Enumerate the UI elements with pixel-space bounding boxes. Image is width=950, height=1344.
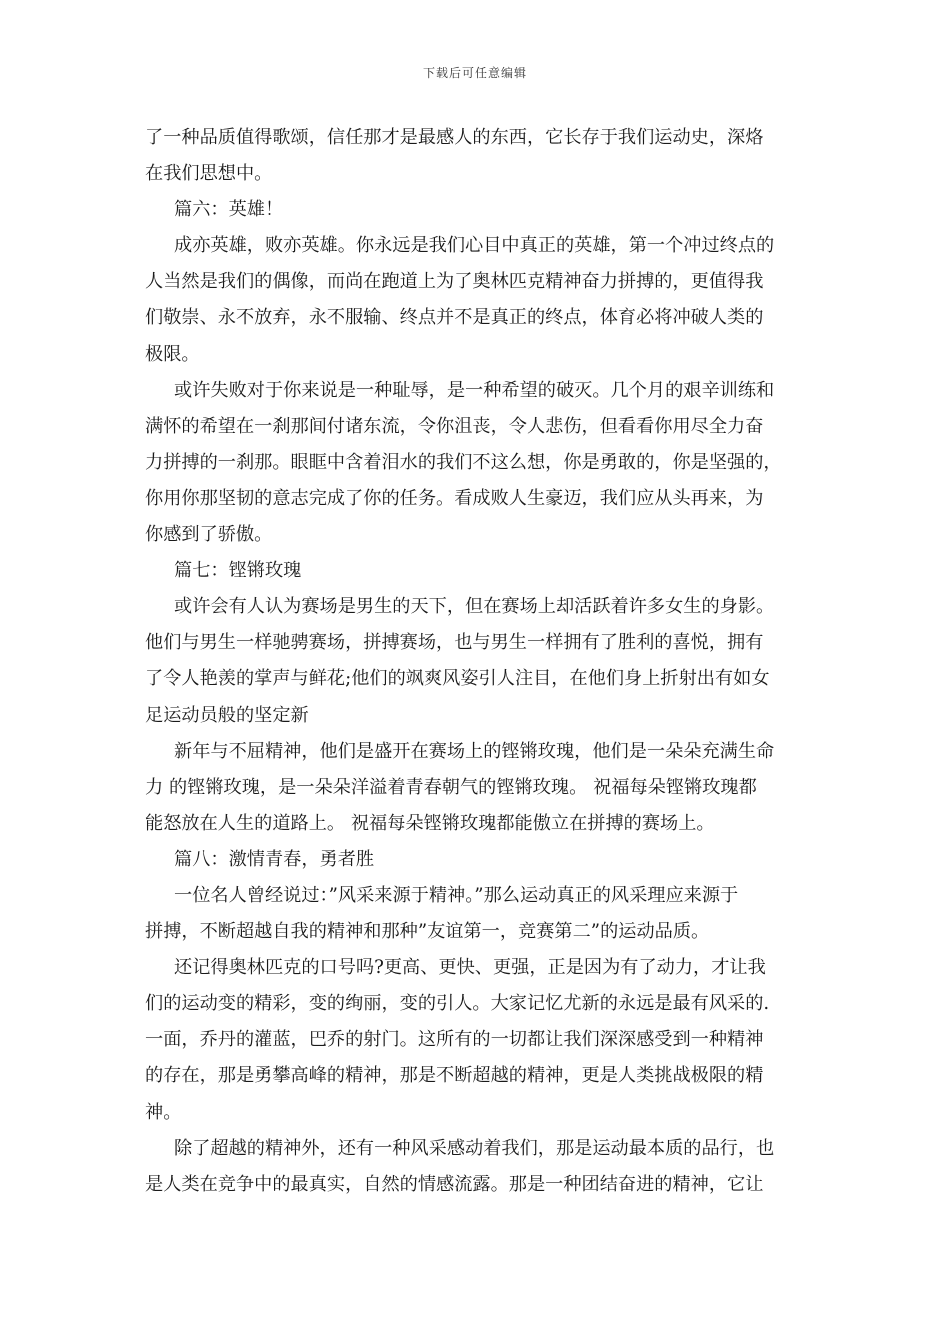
text-line: 拼搏，不断超越自我的精神和那种”友谊第一，竞赛第二”的运动品质。 <box>145 921 710 943</box>
text-line: 的存在，那是勇攀高峰的精神，那是不断超越的精神，更是人类挑战极限的精 <box>145 1065 764 1087</box>
text-line: 们敬崇、永不放弃，永不服输、终点并不是真正的终点，体育必将冲破人类的 <box>145 307 764 329</box>
text-line: 极限。 <box>145 343 200 365</box>
text-line: 或许会有人认为赛场是男生的天下，但在赛场上却活跃着许多女生的身影。 <box>174 596 775 618</box>
text-line: 除了超越的精神外，还有一种风采感动着我们，那是运动最本质的品行，也 <box>174 1137 775 1159</box>
text-line: 了令人艳羡的掌声与鲜花;他们的飒爽风姿引人注目，在他们身上折射出有如女 <box>145 668 770 690</box>
text-line: 了一种品质值得歌颂，信任那才是最感人的东西，它长存于我们运动史，深烙 <box>145 127 764 148</box>
text-line: 人当然是我们的偶像，而尚在跑道上为了奥林匹克精神奋力拼搏的，更值得我 <box>145 271 764 293</box>
text-line: 还记得奥林匹克的口号吗?更高、更快、更强，正是因为有了动力，才让我 <box>174 957 766 979</box>
text-line: 在我们思想中。 <box>145 163 273 185</box>
text-line: 一面，乔丹的灌蓝，巴乔的射门。这所有的一切都让我们深深感受到一种精神 <box>145 1029 764 1051</box>
text-line: 力 的铿锵玫瑰，是一朵朵洋溢着青春朝气的铿锵玫瑰。 祝福每朵铿锵玫瑰都 <box>145 776 757 798</box>
text-line: 成亦英雄，败亦英雄。你永远是我们心目中真正的英雄，第一个冲过终点的 <box>174 235 775 257</box>
text-line: 是人类在竞争中的最真实，自然的情感流露。那是一种团结奋进的精神，它让 <box>145 1173 764 1195</box>
text-line: 满怀的希望在一刹那间付诸东流，令你沮丧，令人悲伤，但看看你用尽全力奋 <box>145 415 764 437</box>
document-body <box>145 120 810 1203</box>
text-line: 他们与男生一样驰骋赛场，拼搏赛场，也与男生一样拥有了胜利的喜悦，拥有 <box>145 632 764 654</box>
text-line: 一位名人曾经说过：”风采来源于精神。”那么运动真正的风采理应来源于 <box>174 884 739 906</box>
text-line: 篇六：英雄！ <box>174 199 284 221</box>
text-line: 你用你那坚韧的意志完成了你的任务。看成败人生豪迈，我们应从头再来，为 <box>145 487 764 509</box>
text-line: 你感到了骄傲。 <box>145 524 273 546</box>
text-line: 足运动员般的坚定新 <box>145 704 309 726</box>
text-line: 能怒放在人生的道路上。 祝福每朵铿锵玫瑰都能傲立在拼搏的赛场上。 <box>145 812 715 834</box>
text-line: 神。 <box>145 1101 182 1123</box>
page-header: 下载后可任意编辑 <box>422 66 527 80</box>
text-line: 们的运动变的精彩，变的绚丽，变的引人。大家记忆尤新的永远是最有风采的. <box>145 993 770 1015</box>
text-line: 篇七：铿锵玫瑰 <box>174 560 302 582</box>
text-line: 篇八：激情青春，勇者胜 <box>174 848 375 870</box>
text-line: 或许失败对于你来说是一种耻辱，是一种希望的破灭。几个月的艰辛训练和 <box>174 379 775 401</box>
text-line: 新年与不屈精神，他们是盛开在赛场上的铿锵玫瑰，他们是一朵朵充满生命 <box>174 740 775 762</box>
text-line: 力拼搏的一刹那。眼眶中含着泪水的我们不这么想，你是勇敢的，你是坚强的， <box>145 451 782 473</box>
